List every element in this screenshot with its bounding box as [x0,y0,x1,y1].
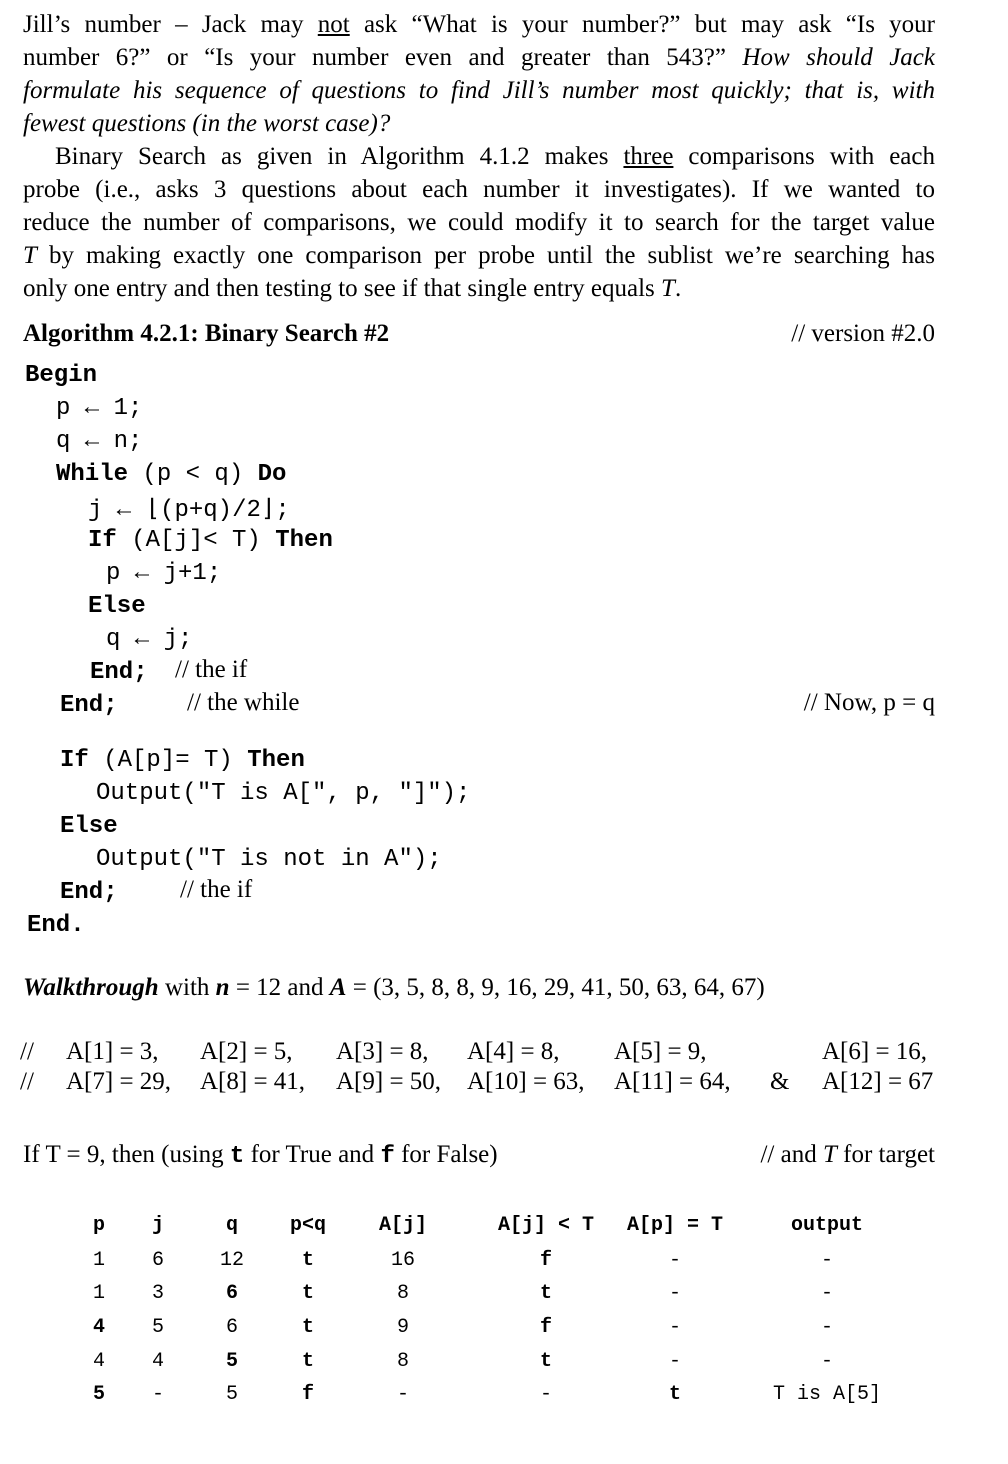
if-keyword: If [88,527,117,554]
var-A: A [329,974,347,1001]
table-cell-p: 1 [92,1249,106,1272]
assign-entry: A[12] = 67 [822,1068,934,1095]
code-line-j: j ← ⌊(p+q)/2⌋; [88,497,290,524]
table-cell-aj: 8 [396,1282,410,1305]
walkthrough-line [23,974,765,1002]
if-t-text: for False) [394,1141,498,1168]
true-code: t [229,1143,245,1170]
assign-entry: A[10] = 63, [467,1068,585,1095]
else-keyword: Else [60,813,118,840]
para-text: reduce the number of comparisons, we could modify it to search for the target value [23,209,935,236]
table-header-output: output [790,1214,864,1237]
intro-question: How should Jack [742,44,935,71]
comment-if: // the if [175,656,248,683]
table-cell-apeqt: t [668,1383,682,1406]
do-keyword: Do [257,461,287,488]
assign-comment: // [20,1038,34,1065]
table-cell-aj: - [396,1383,410,1406]
code-line-if-found [60,747,305,774]
table-cell-q: 5 [225,1350,239,1373]
while-keyword: While [56,461,129,488]
assign-entry: A[7] = 29, [66,1068,172,1095]
table-header-p: p [92,1214,106,1237]
table-cell-apeqt: - [668,1282,682,1305]
table-cell-output: - [820,1316,834,1339]
table-cell-ajltt: f [539,1249,553,1272]
table-cell-q: 5 [225,1383,239,1406]
comment-while: // the while [187,689,300,716]
table-cell-q: 6 [225,1316,239,1339]
if-keyword: If [60,747,89,774]
intro-paragraph [23,8,935,140]
assign-entry: A[8] = 41, [200,1068,306,1095]
table-cell-p: 4 [92,1316,106,1339]
code-line-q-update: q ← j; [106,626,193,653]
assign-entry: A[6] = 16, [822,1038,928,1065]
var-n: n [215,974,230,1001]
if-condition: (A[p]= T) [88,747,248,774]
table-cell-pltq: t [301,1350,315,1373]
table-cell-pltq: t [301,1249,315,1272]
table-cell-ajltt: - [539,1383,553,1406]
para-text: by making exactly one comparison per probe until the sublist we’re searching has [36,242,935,269]
if-t-text: If T = 9, then (using [23,1141,230,1168]
table-header-q: q [225,1214,239,1237]
table-cell-apeqt: - [668,1350,682,1373]
if-t-line [23,1141,498,1170]
var-T: T [822,1141,837,1168]
code-line-p-init: p ← 1; [56,395,143,422]
intro-text: ask “What is your number?” but may ask “Is your [349,11,935,38]
assign-comment: // [20,1068,34,1095]
table-header-aj: A[j] [378,1214,428,1237]
intro-question: formulate his sequence of questions to find Jill’s number most quickly; that is, with [23,77,935,104]
para-text: only one entry and then testing to see if that single entry equals [23,275,662,302]
table-cell-j: 3 [151,1282,165,1305]
algorithm-version: // version #2.0 [791,320,935,347]
walkthrough-array: = (3, 5, 8, 8, 9, 16, 29, 41, 50, 63, 64, 67) [346,974,765,1001]
table-cell-q: 6 [225,1282,239,1305]
target-comment [760,1141,935,1169]
para-text: probe (i.e., asks 3 questions about each number it investigates). If we wanted to [23,176,935,203]
table-cell-apeqt: - [668,1316,682,1339]
table-cell-pltq: t [301,1282,315,1305]
table-cell-aj: 9 [396,1316,410,1339]
begin-keyword: Begin [25,362,98,389]
table-cell-p: 1 [92,1282,106,1305]
walkthrough-text: = 12 and [229,974,330,1001]
if-t-text: for True and [244,1141,381,1168]
table-cell-p: 5 [92,1383,106,1406]
end-if-keyword: End; [90,659,148,686]
code-line-while [56,461,286,488]
comment-now: // Now, p = q [803,689,935,716]
else-keyword: Else [88,593,146,620]
binary-search-paragraph [23,140,935,305]
para-text: Binary Search as given in Algorithm 4.1.2 makes [55,143,624,170]
intro-text: Jill’s number – Jack may [23,11,318,38]
var-T: T [661,275,675,302]
var-T: T [23,242,37,269]
target-comment-text: // and [760,1141,823,1168]
table-cell-aj: 8 [396,1350,410,1373]
target-comment-text: for target [836,1141,935,1168]
table-cell-output: - [820,1282,834,1305]
table-cell-output: - [820,1249,834,1272]
assign-entry: A[11] = 64, [614,1068,731,1095]
assign-entry: A[3] = 8, [336,1038,429,1065]
assign-entry: A[2] = 5, [200,1038,293,1065]
table-cell-output: T is A[5] [772,1383,882,1406]
then-keyword: Then [247,747,305,774]
assign-entry: A[5] = 9, [614,1038,707,1065]
end-if-keyword: End; [60,879,118,906]
table-header-apeqt: A[p] = T [626,1214,724,1237]
table-cell-output: - [820,1350,834,1373]
intro-text: number 6?” or “Is your number even and greater than 543?” [23,44,743,71]
table-cell-ajltt: f [539,1316,553,1339]
para-text: comparisons with each [673,143,935,170]
code-line-q-init: q ← n; [56,428,143,455]
table-cell-apeqt: - [668,1249,682,1272]
algorithm-title: Algorithm 4.2.1: Binary Search #2 [23,320,390,347]
assign-entry: A[1] = 3, [66,1038,159,1065]
then-keyword: Then [275,527,333,554]
table-cell-ajltt: t [539,1350,553,1373]
code-line-output-found: Output("T is A[", p, "]"); [96,780,471,807]
if-condition: (A[j]< T) [116,527,276,554]
walkthrough-text: with [158,974,216,1001]
table-cell-q: 12 [219,1249,245,1272]
table-cell-j: 5 [151,1316,165,1339]
table-cell-pltq: f [301,1383,315,1406]
table-cell-ajltt: t [539,1282,553,1305]
table-header-pltq: p<q [289,1214,327,1237]
walkthrough-label: Walkthrough [23,974,159,1001]
code-line-if [88,527,333,554]
table-cell-j: 6 [151,1249,165,1272]
para-text: . [674,275,682,302]
table-cell-j: 4 [151,1350,165,1373]
table-header-ajltt: A[j] < T [497,1214,595,1237]
table-cell-p: 4 [92,1350,106,1373]
while-condition: (p < q) [128,461,258,488]
end-keyword: End. [27,912,85,939]
intro-question: fewest questions (in the worst case)? [23,110,391,137]
code-line-output-not-found: Output("T is not in A"); [96,846,442,873]
comment-if: // the if [180,876,253,903]
table-header-j: j [151,1214,165,1237]
table-cell-aj: 16 [390,1249,416,1272]
assign-ampersand: & [770,1068,790,1095]
intro-not-underlined: not [317,11,350,38]
assign-entry: A[4] = 8, [467,1038,560,1065]
para-three-underlined: three [623,143,674,170]
code-line-p-update: p ← j+1; [106,560,222,587]
assign-entry: A[9] = 50, [336,1068,442,1095]
end-while-keyword: End; [60,692,118,719]
table-cell-j: - [151,1383,165,1406]
false-code: f [380,1143,395,1170]
table-cell-pltq: t [301,1316,315,1339]
